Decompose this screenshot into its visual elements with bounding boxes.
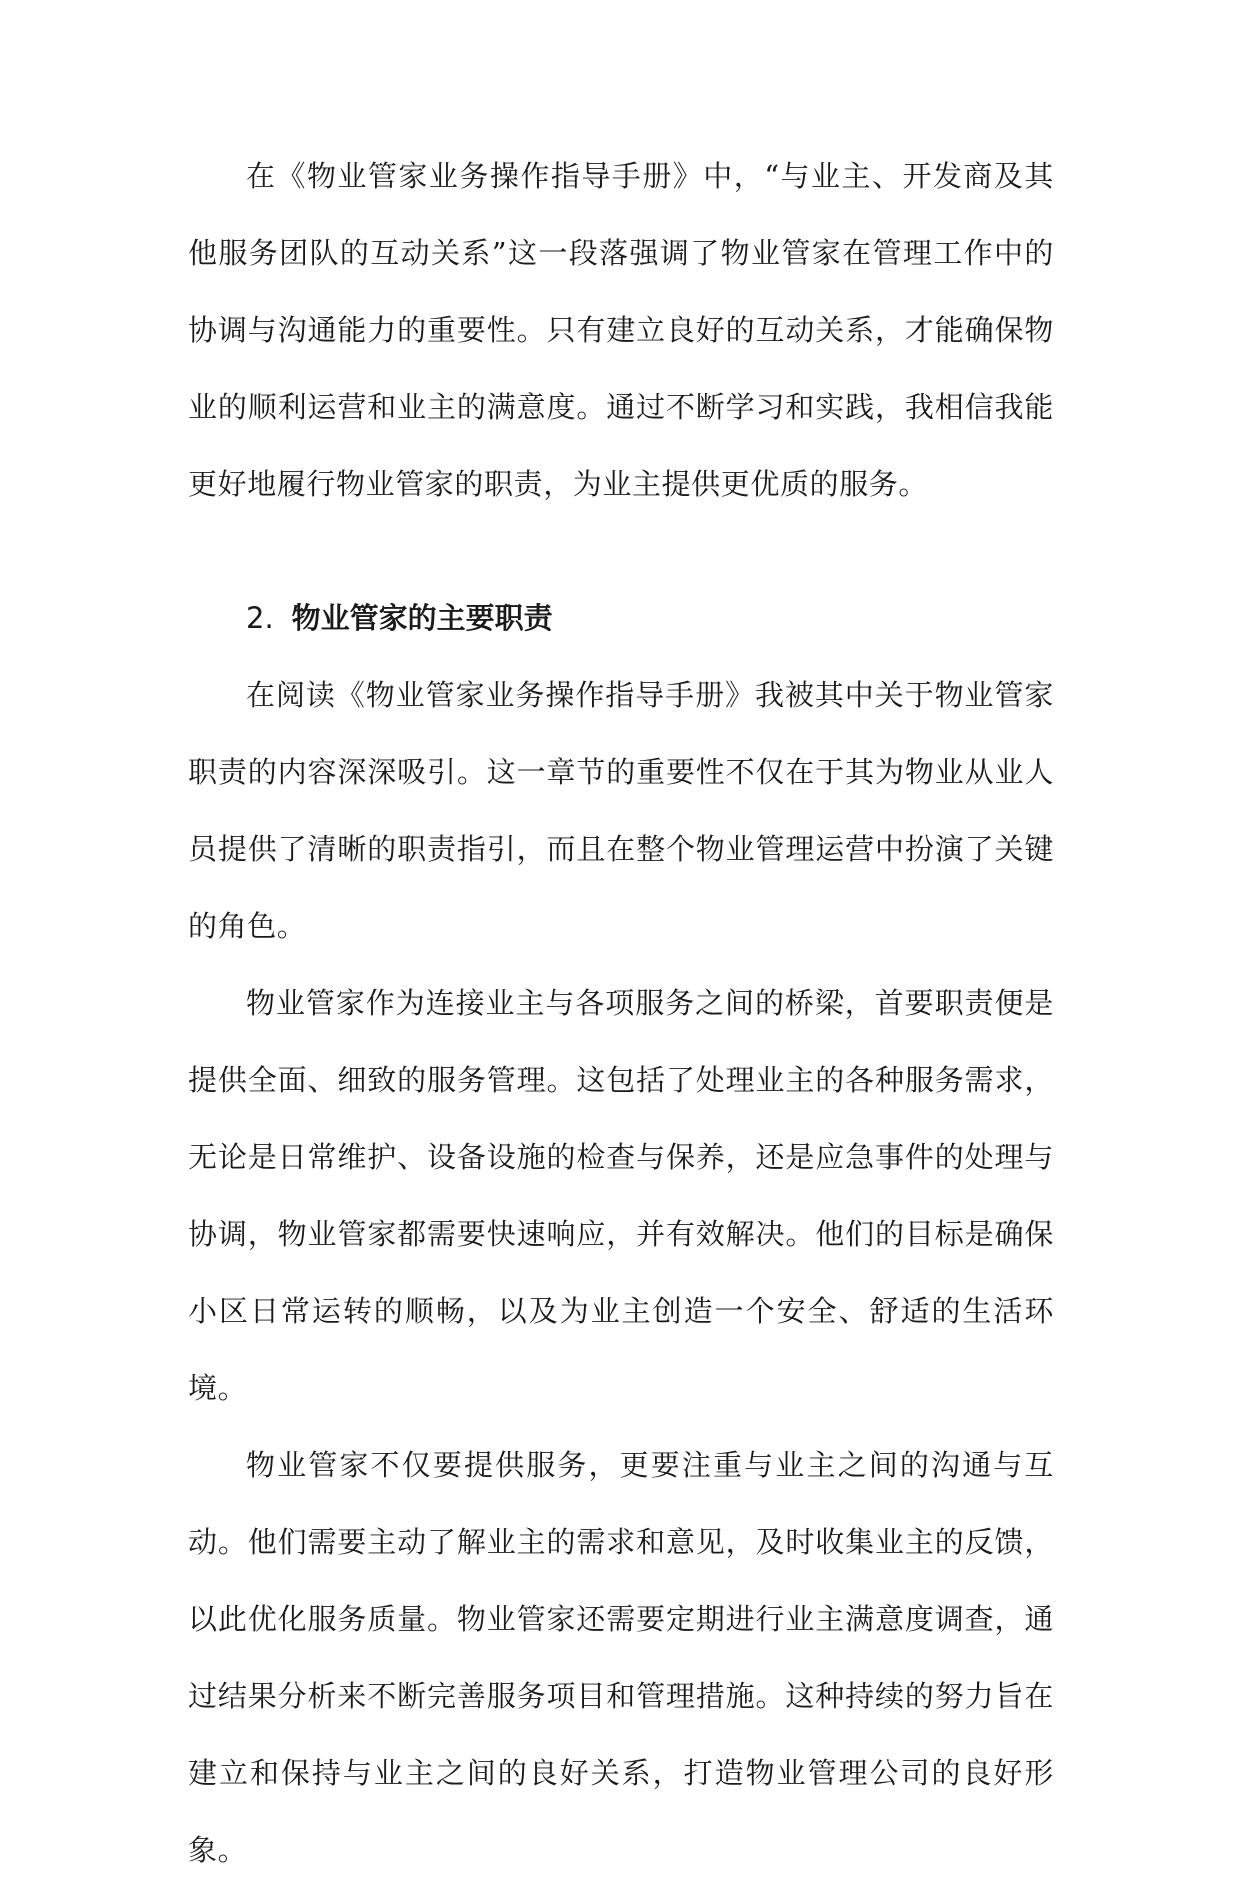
- body-paragraph-2: 物业管家作为连接业主与各项服务之间的桥梁，首要职责便是提供全面、细致的服务管理。这包括了处理业主的各种服务需求，无论是日常维护、设备设施的检查与保养，还是应急事件的处理与协调，物业管家都需要快速响应，并有效解决。他们的目标是确保小区日常运转的顺畅，以及为业主创造一个安全、舒适的生活环境。: [188, 986, 1054, 1405]
- body-paragraph-3: 物业管家不仅要提供服务，更要注重与业主之间的沟通与互动。他们需要主动了解业主的需求和意见，及时收集业主的反馈，以此优化服务质量。物业管家还需要定期进行业主满意度调查，通过结果分析来不断完善服务项目和管理措施。这种持续的努力旨在建立和保持与业主之间的良好关系，打造物业管理公司的良好形象。: [188, 1448, 1054, 1867]
- intro-paragraph: 在《物业管家业务操作指导手册》中，“与业主、开发商及其他服务团队的互动关系”这一段落强调了物业管家在管理工作中的协调与沟通能力的重要性。只有建立良好的互动关系，才能确保物业的顺利运营和业主的满意度。通过不断学习和实践，我相信我能更好地履行物业管家的职责，为业主提供更优质的服务。: [188, 159, 1054, 501]
- section-number: 2.: [246, 601, 274, 635]
- section-title: 物业管家的主要职责: [291, 601, 553, 635]
- section-heading: [188, 580, 1054, 657]
- body-paragraph-1: 在阅读《物业管家业务操作指导手册》我被其中关于物业管家职责的内容深深吸引。这一章节的重要性不仅在于其为物业从业人员提供了清晰的职责指引，而且在整个物业管理运营中扮演了关键的角色。: [188, 678, 1054, 943]
- document-page: [188, 138, 1054, 1889]
